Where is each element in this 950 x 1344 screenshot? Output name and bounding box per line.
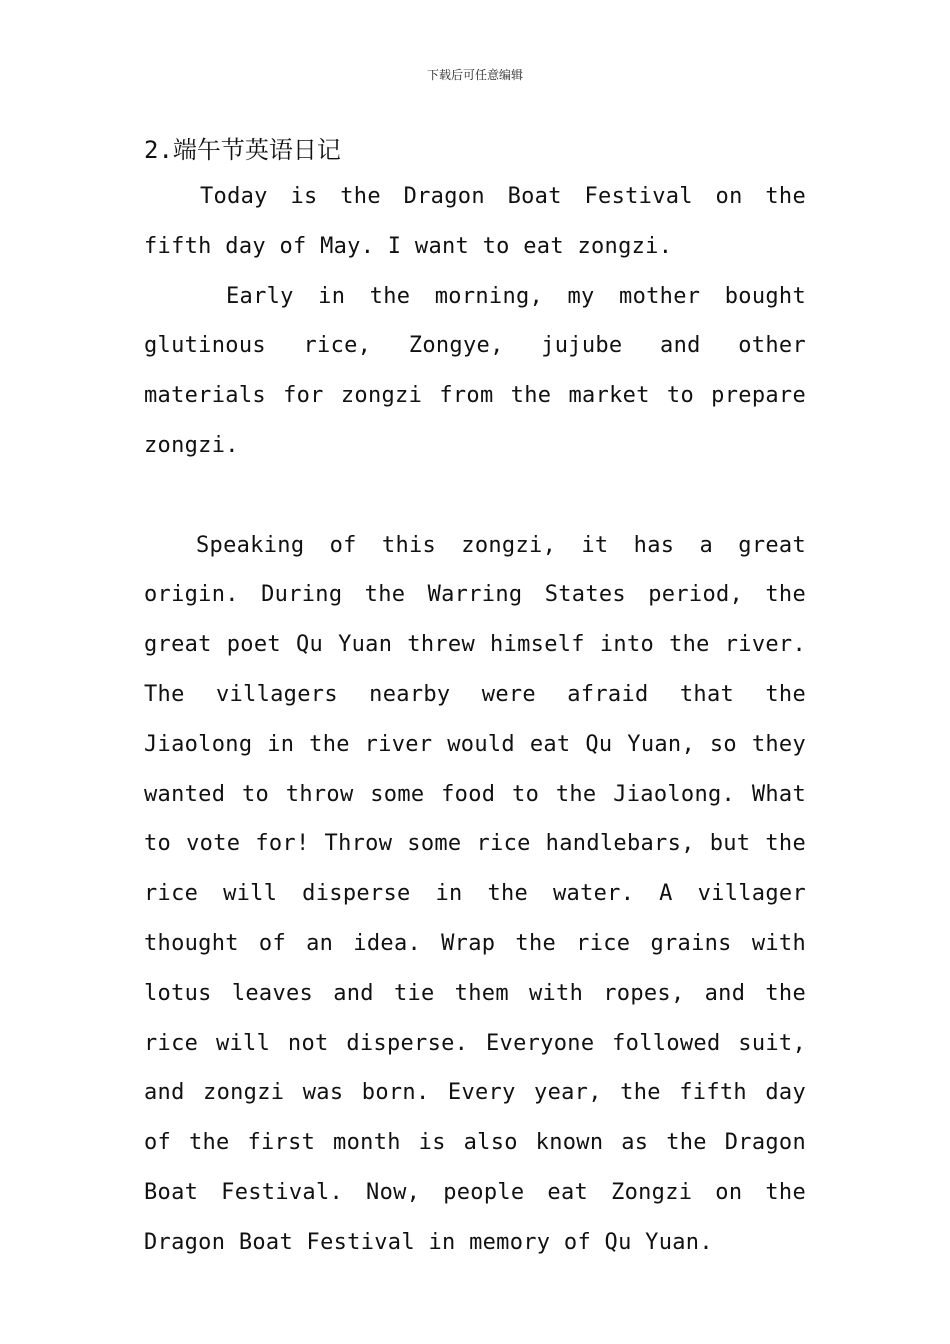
paragraph-3: Speaking of this zongzi, it has a great origin. During the Warring States period, the great poet Qu Yuan threw himself into the river. The villagers nearby were afraid that the Jiaolong in the river would eat Qu Yuan, so they wanted to throw some food to the Jiaolong. What to vote for! Throw some rice handlebars, but the rice will disperse in the water. A villager thought of an idea. Wrap the rice grains with lotus leaves and tie them with ropes, and the rice will not disperse. Everyone followed suit, and zongzi was born. Every year, the fifth day of the first month is also known as the Dragon Boat Festival. Now, people eat Zongzi on the Dragon Boat Festival in memory of Qu Yuan. [144, 532, 806, 1255]
document-body [144, 128, 806, 1268]
paragraph-spacer [144, 471, 806, 521]
paragraph-2: Early in the morning, my mother bought glutinous rice, Zongye, jujube and other materials for zongzi from the market to prepare zongzi. [144, 283, 806, 458]
document-title: 2.端午节英语日记 [144, 136, 341, 164]
header-note: 下载后可任意编辑 [426, 68, 523, 82]
paragraph-1: Today is the Dragon Boat Festival on the fifth day of May. I want to eat zongzi. [144, 184, 806, 259]
